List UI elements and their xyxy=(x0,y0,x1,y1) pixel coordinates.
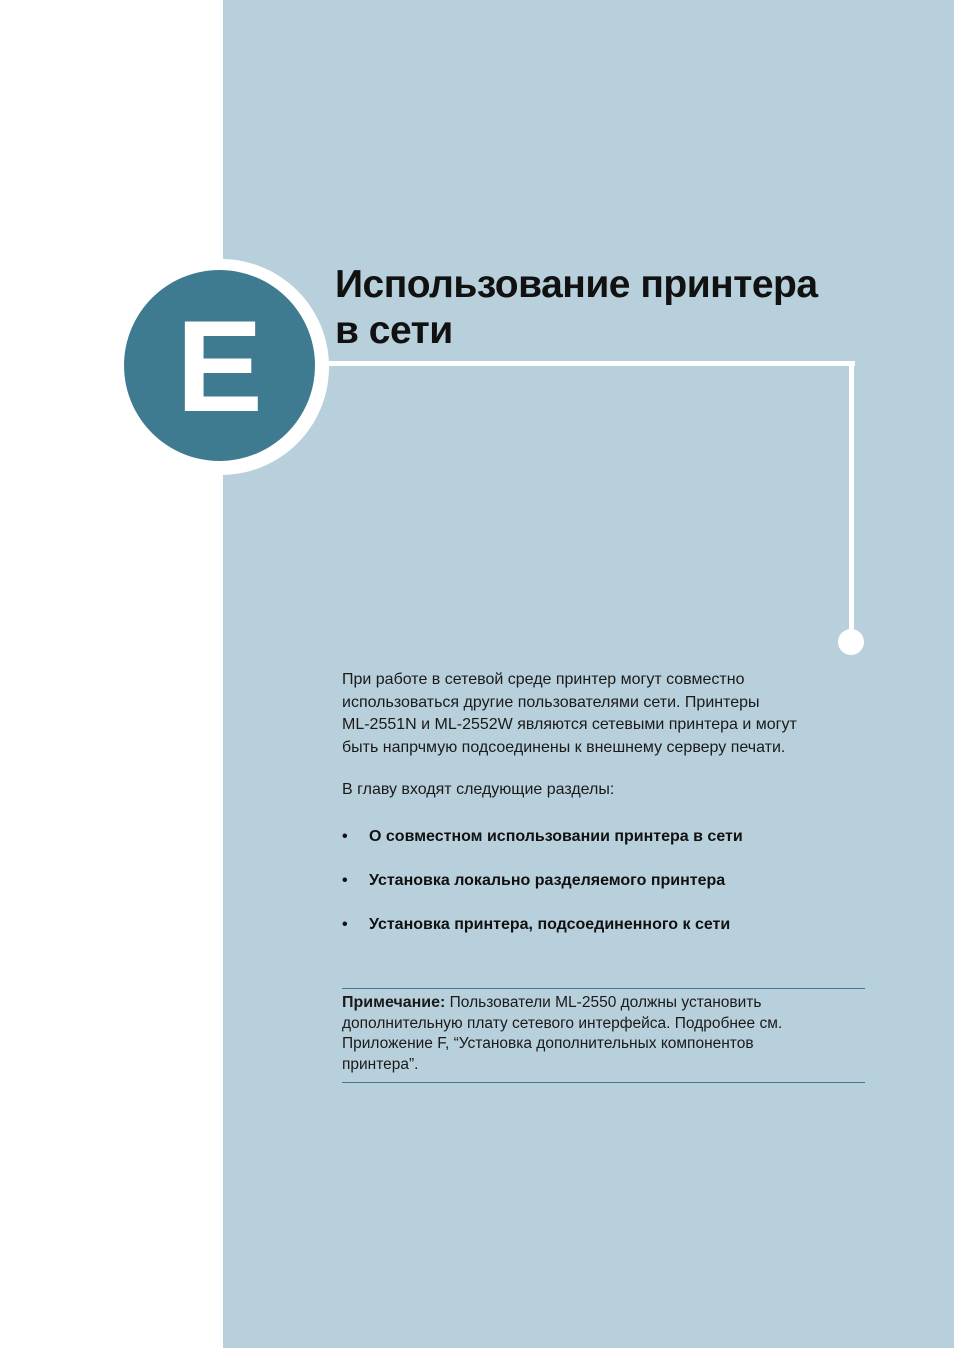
intro-line: использоваться другие пользователями сети. Принтеры xyxy=(342,693,760,711)
note-bottom-rule xyxy=(342,1082,865,1083)
section-label: Установка локально разделяемого принтера xyxy=(369,872,726,889)
bullet-glyph: • xyxy=(342,828,348,845)
note-top-rule xyxy=(342,988,865,989)
sections-intro: В главу входят следующие разделы: xyxy=(342,781,615,798)
section-link-local-shared[interactable] xyxy=(342,870,872,914)
intro-line: При работе в сетевой среде принтер могут совместно xyxy=(342,671,745,688)
chapter-title xyxy=(335,262,935,354)
section-link-sharing[interactable] xyxy=(342,826,872,870)
chapter-title-line2: в сети xyxy=(335,309,453,352)
note-text: Пользователи ML-2550 должны установить xyxy=(445,994,762,1011)
section-label: О совместном использовании принтера в сети xyxy=(369,828,743,845)
title-vertical-rule xyxy=(849,361,854,639)
note-text: принтера”. xyxy=(342,1055,419,1073)
title-horizontal-rule xyxy=(325,361,855,366)
intro-line: ML-2551N и ML-2552W являются сетевыми принтера и могут xyxy=(342,716,797,733)
chapter-title-line1: Использование принтера xyxy=(335,263,818,306)
intro-line: быть напрчмую подсоединены к внешнему серверу печати. xyxy=(342,738,786,756)
chapter-letter: E xyxy=(176,292,263,439)
section-label: Установка принтера, подсоединенного к сети xyxy=(369,916,731,933)
note-label: Примечание: xyxy=(342,994,446,1011)
bullet-glyph: • xyxy=(342,872,348,889)
note-text: дополнительную плату сетевого интерфейса. Подробнее см. xyxy=(342,1014,783,1032)
section-link-network-printer[interactable] xyxy=(342,914,872,958)
note-text: Приложение F, “Установка дополнительных компонентов xyxy=(342,1035,754,1052)
note-box xyxy=(342,993,862,1075)
bullet-glyph: • xyxy=(342,916,348,933)
rule-end-dot xyxy=(838,629,864,655)
intro-paragraph xyxy=(342,669,872,759)
section-list xyxy=(342,826,872,958)
